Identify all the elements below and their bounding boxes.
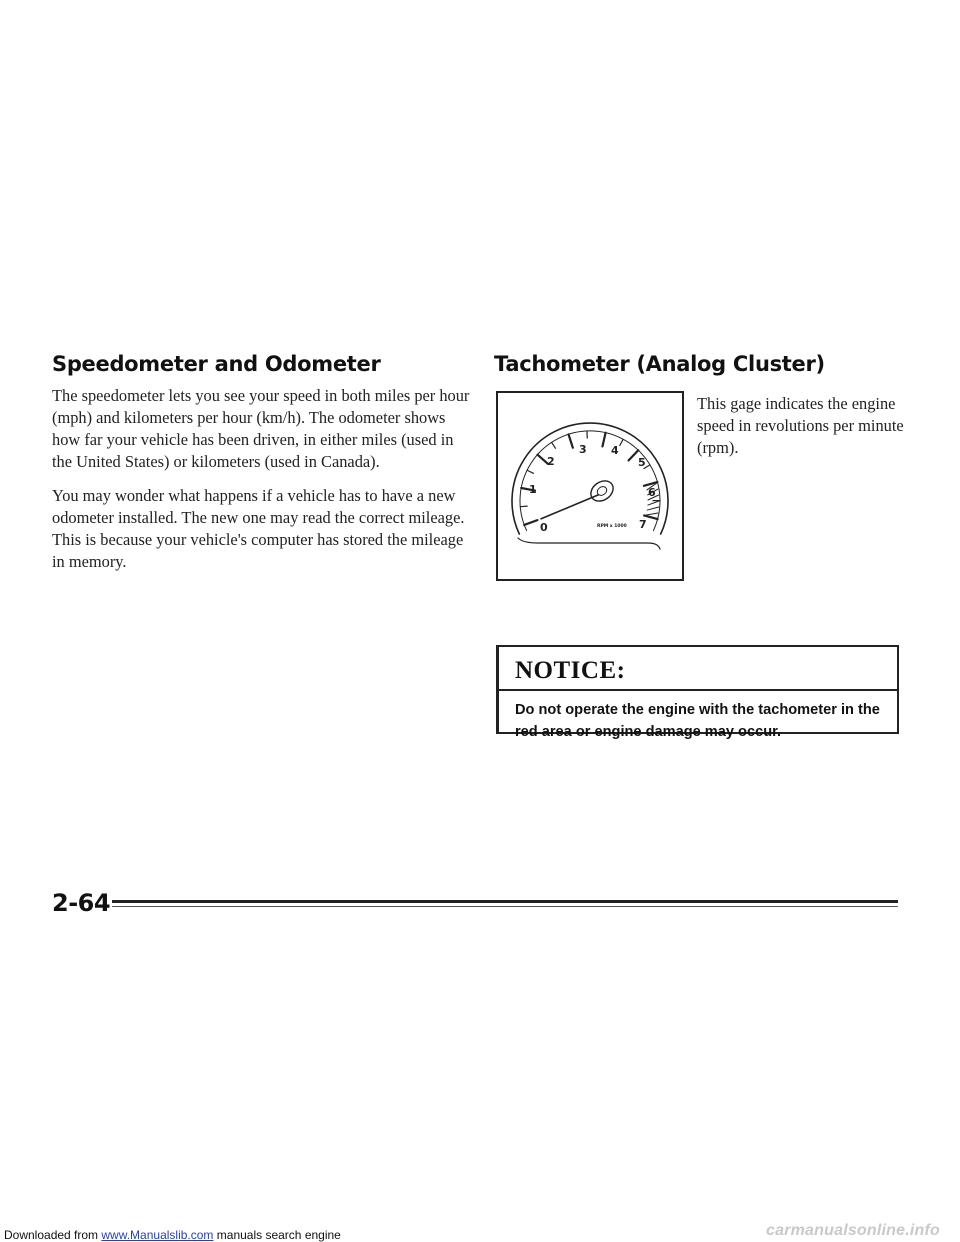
- gauge-minor-tick: [527, 470, 533, 473]
- gauge-redzone-hatch: [647, 507, 658, 510]
- gauge-minor-tick: [620, 439, 623, 445]
- gauge-major-tick: [602, 433, 605, 447]
- notice-body: Do not operate the engine with the tachometer in the red area or engine damage may occur.: [515, 702, 880, 740]
- footer-rule-thick: [112, 900, 898, 903]
- gauge-minor-tick: [552, 442, 556, 448]
- tachometer-illustration: [496, 391, 684, 581]
- speedometer-paragraph: The speedometer lets you see your speed in both miles per hour (mph) and kilometers per hour (km/h). The odometer shows how far your vehicle has been driven, in either miles (used in the United States) or kilometers (used in Canada).: [52, 386, 470, 471]
- gauge-needle: [541, 495, 598, 519]
- tachometer-gauge-icon: [498, 393, 682, 579]
- gauge-tick-label: 2: [547, 455, 555, 468]
- section-heading-tachometer: Tachometer (Analog Cluster): [494, 352, 825, 376]
- manualslib-link[interactable]: www.Manualslib.com: [101, 1228, 214, 1242]
- gauge-major-tick: [569, 434, 573, 447]
- gauge-base: [518, 538, 660, 549]
- notice-box: [496, 645, 899, 740]
- gauge-tick-label: 3: [579, 443, 587, 456]
- gauge-tick-label: 4: [611, 444, 619, 457]
- footer-suffix: manuals search engine: [213, 1228, 341, 1242]
- section-heading-speedometer: Speedometer and Odometer: [52, 352, 381, 376]
- tachometer-description: This gage indicates the engine speed in revolutions per minute (rpm).: [697, 394, 904, 457]
- gauge-minor-tick: [520, 506, 527, 507]
- gauge-redzone-hatch: [648, 501, 659, 505]
- footer-prefix: Downloaded from: [4, 1228, 102, 1242]
- gauge-tick-label: 7: [639, 518, 647, 531]
- gauge-tick-label: 5: [638, 456, 646, 469]
- watermark-logo: carmanualsonline.info: [766, 1222, 941, 1239]
- gauge-tick-label: 0: [540, 521, 548, 534]
- gauge-tick-label: 1: [529, 483, 537, 496]
- gauge-bezel-inner: [520, 431, 660, 531]
- odometer-paragraph: You may wonder what happens if a vehicle has to have a new odometer installed. The new one may read the correct mileage. This is because your vehicle's computer has stored the mileage in memory.: [52, 486, 465, 571]
- gauge-redzone-hatch: [646, 513, 658, 515]
- gauge-major-tick: [524, 520, 537, 525]
- gauge-hub: [587, 477, 617, 506]
- notice-title: NOTICE:: [515, 657, 626, 684]
- gauge-unit-label: RPM x 1000: [597, 524, 627, 529]
- footer-rule-thin: [112, 906, 898, 907]
- gauge-tick-label: 6: [648, 486, 656, 499]
- notice-divider: [499, 689, 897, 691]
- gauge-major-tick: [629, 450, 639, 460]
- page-number: 2-64: [52, 889, 111, 917]
- download-footer: [4, 1228, 341, 1242]
